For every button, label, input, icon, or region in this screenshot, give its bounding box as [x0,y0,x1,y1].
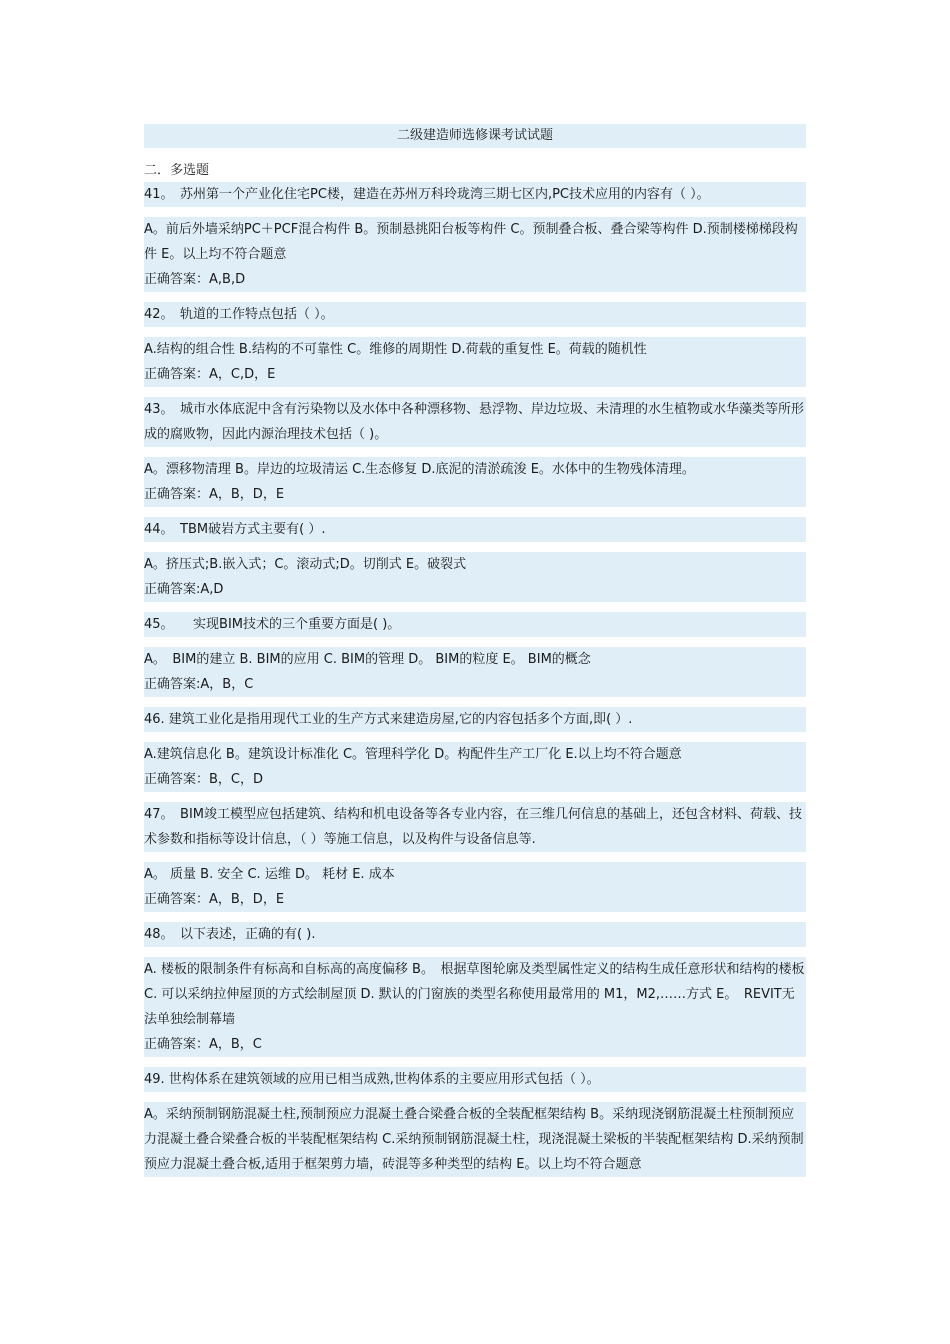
question-text: 45。 实现BIM技术的三个重要方面是( )。 [144,612,806,637]
question-options: A。 BIM的建立 B. BIM的应用 C. BIM的管理 D。 BIM的粒度 E。 BIM的概念 [144,647,806,672]
correct-answer: 正确答案：A，B，D，E [144,887,806,912]
question-49 [144,1067,806,1177]
question-42 [144,302,806,387]
correct-answer: 正确答案：B，C，D [144,767,806,792]
question-text: 48。 以下表述，正确的有( ). [144,922,806,947]
correct-answer: 正确答案：A,B,D [144,267,806,292]
question-options: A.结构的组合性 B.结构的不可靠性 C。维修的周期性 D.荷载的重复性 E。荷载的随机性 [144,337,806,362]
question-options: A。 质量 B. 安全 C. 运维 D。 耗材 E. 成本 [144,862,806,887]
question-48 [144,922,806,1057]
question-text: 43。 城市水体底泥中含有污染物以及水体中各种漂移物、悬浮物、岸边垃圾、未清理的水生植物或水华藻类等所形成的腐败物，因此内源治理技术包括（ )。 [144,397,806,447]
question-options: A。挤压式;B.嵌入式；C。滚动式;D。切削式 E。破裂式 [144,552,806,577]
question-text: 49. 世构体系在建筑领域的应用已相当成熟,世构体系的主要应用形式包括（ ）。 [144,1067,806,1092]
question-options: A. 楼板的限制条件有标高和自标高的高度偏移 B。 根据草图轮廓及类型属性定义的结构生成任意形状和结构的楼板 C. 可以采纳拉伸屋顶的方式绘制屋顶 D. 默认的门窗族的类型名称使用最常用的 M1，M2,……方式 E。 REVIT无法单独绘制幕墙 [144,957,806,1032]
question-46 [144,707,806,792]
section-heading: 二．多选题 [144,163,210,178]
correct-answer: 正确答案：A，B，C [144,1032,806,1057]
question-options: A。采纳预制钢筋混凝土柱,预制预应力混凝土叠合梁叠合板的全装配框架结构 B。采纳现浇钢筋混凝土柱预制预应力混凝土叠合梁叠合板的半装配框架结构 C.采纳预制钢筋混凝土柱，现浇混凝土梁板的半装配框架结构 D.采纳预制预应力混凝土叠合板,适用于框架剪力墙，砖混等多种类型的结构 E。以上均不符合题意 [144,1102,806,1177]
question-text: 47。 BIM竣工模型应包括建筑、结构和机电设备等各专业内容，在三维几何信息的基础上，还包含材料、荷载、技术参数和指标等设计信息，（ ）等施工信息，以及构件与设备信息等. [144,802,806,852]
correct-answer: 正确答案:A，B，C [144,672,806,697]
question-options: A。前后外墙采纳PC＋PCF混合构件 B。预制悬挑阳台板等构件 C。预制叠合板、叠合梁等构件 D.预制楼梯梯段构件 E。以上均不符合题意 [144,217,806,267]
document-title: 二级建造师选修课考试试题 [144,124,806,148]
correct-answer: 正确答案:A,D [144,577,806,602]
document-page [144,124,806,1177]
correct-answer: 正确答案：A，C,D，E [144,362,806,387]
question-options: A.建筑信息化 B。建筑设计标准化 C。管理科学化 D。构配件生产工厂化 E.以上均不符合题意 [144,742,806,767]
question-options: A。漂移物清理 B。岸边的垃圾清运 C.生态修复 D.底泥的清淤疏浚 E。水体中的生物残体清理。 [144,457,806,482]
question-text: 41。 苏州第一个产业化住宅PC楼，建造在苏州万科玲珑湾三期七区内,PC技术应用的内容有（ ）。 [144,182,806,207]
question-47 [144,802,806,912]
question-44 [144,517,806,602]
question-45 [144,612,806,697]
question-43 [144,397,806,507]
question-41 [144,182,806,292]
question-list [144,182,806,1177]
question-text: 42。 轨道的工作特点包括（ ）。 [144,302,806,327]
correct-answer: 正确答案：A，B，D，E [144,482,806,507]
question-text: 44。 TBM破岩方式主要有( ）. [144,517,806,542]
question-text: 46. 建筑工业化是指用现代工业的生产方式来建造房屋,它的内容包括多个方面,即( ）. [144,707,806,732]
